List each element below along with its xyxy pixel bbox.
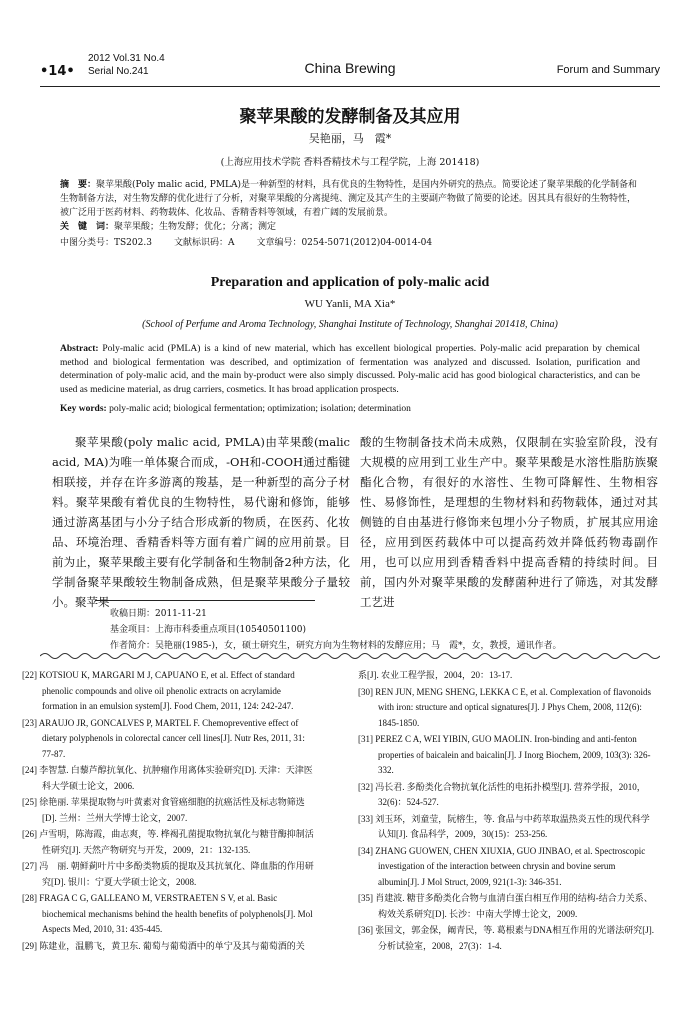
- keywords-en: [60, 404, 640, 414]
- reference-item: [28] FRAGA C G, GALLEANO M, VERSTRAETEN S V, et al. Basic biochemical mechanisms behind the health benefits of polyphenols[J]. Mol Aspects Med, 2010, 31: 435-445.: [22, 893, 313, 934]
- abstract-en-label: Abstract:: [60, 344, 99, 354]
- abstract-en-text: Poly-malic acid (PMLA) is a kind of new material, which has excellent biological properties. Poly-malic acid preparation by chemical method and biological fermentation was described, and optimization of fermentation was analyzed and discussed. Isolation, purification and determination of poly-malic acid, and the main by-product were also simply discussed. Poly-malic acid has good biological characteristics, and can be used as medicine material, as drug carriers, cosmetics. It has broad application prospects.: [60, 344, 640, 395]
- classification-line: [60, 236, 640, 250]
- affiliation-cn: (上海应用技术学院 香料香精技术与工程学院，上海 201418): [220, 157, 480, 168]
- reference-item: [26] 卢雪明，陈海霞，曲志爽，等. 桦褐孔菌提取物抗氧化与糖苷酶抑制活性研究[J]. 天然产物研究与开发，2009，21：132-135.: [22, 829, 314, 855]
- keywords-en-text: poly-malic acid; biological fermentation; optimization; isolation; determination: [109, 404, 411, 414]
- body-column-left: 聚苹果酸(poly malic acid, PMLA)由苹果酸(malic acid, MA)为唯一单体聚合而成，-OH和-COOH通过酯键相联接，并存在许多游离的羧基，是一种新型的高分子材料。聚苹果酸有着优良的生物特性，易代谢和修饰，能够通过游离基团与小分子结合形成新的物质，在医药、化妆品、环境治理、香精香料等方面有着广阔的应用前景。目前为止，聚苹果酸主要有化学制备和生物制备2种方法，化学制备聚苹果酸较生物制备成熟，但是聚苹果酸分子量较小。聚苹果: [52, 435, 350, 609]
- fund-project: 基金项目：上海市科委重点项目(10540501100): [110, 625, 307, 635]
- document-code: 文献标识码：A: [173, 238, 235, 248]
- wavy-separator: [40, 650, 660, 662]
- footnotes: [110, 606, 561, 654]
- reference-item: [25] 徐艳丽. 苹果提取物与叶黄素对食管癌细胞的抗癌活性及标志物筛选[D]. 兰州：兰州大学博士论文，2007.: [22, 797, 305, 823]
- references-right: [358, 668, 654, 955]
- article-number: 文章编号：0254-5071(2012)04-0014-04: [256, 238, 433, 248]
- reference-item: [30] REN JUN, MENG SHENG, LEKKA C E, et al. Complexation of flavonoids with iron: structure and optical signatures[J]. J Phys Chem, 2008, 112(6): 1845-1850.: [358, 686, 651, 728]
- author-info: 作者简介：吴艳丽(1985-)，女，硕士研究生，研究方向为生物材料的发酵应用；马 霞*，女，教授，通讯作者。: [110, 641, 562, 651]
- reference-item: [27] 冯 丽. 朝鲜蓟叶片中多酚类物质的提取及其抗氧化、降血脂的作用研究[D]. 银川：宁夏大学硕士论文，2008.: [22, 861, 314, 887]
- serial-line: Serial No.241: [88, 66, 149, 77]
- keywords-cn: [60, 220, 640, 234]
- received-date: 收稿日期：2011-11-21: [110, 609, 207, 619]
- keywords-cn-text: 聚苹果酸；生物发酵；优化；分离；测定: [114, 222, 277, 232]
- keywords-cn-label: 关 键 词：: [60, 222, 115, 232]
- reference-item: [22] KOTSIOU K, MARGARI M J, CAPUANO E, et al. Effect of standard phenolic compounds and olive oil phenolic extracts on acrylamide formation in an emulsion system[J]. Food Chem, 2011, 124: 242-247.: [22, 670, 295, 711]
- reference-item: [36] 张国文，郭金保，阚青民，等. 葛根素与DNA相互作用的光谱法研究[J]. 分析试验室，2008，27(3)：1-4.: [358, 925, 654, 951]
- keywords-en-label: Key words:: [60, 404, 107, 414]
- page-number: •14•: [40, 64, 75, 79]
- reference-item: [24] 李智慧. 白藜芦醇抗氧化、抗肿瘤作用离体实验研究[D]. 天津：天津医科大学硕士论文，2006.: [22, 765, 313, 791]
- abstract-cn-text: 聚苹果酸(Poly malic acid, PMLA)是一种新型的材料，具有优良的生物特性，是国内外研究的热点。简要论述了聚苹果酸的化学制备和生物制备方法，对生物发酵的优化进行了分析，对聚苹果酸的分离提纯、测定及其产生的主要副产物做了简要的论述。因其具有很好的生物特性，被广泛用于医药材料、药物载体、化妆品、香精香料等领域，有着广阔的发展前景。: [60, 180, 638, 218]
- affiliation-en: (School of Perfume and Aroma Technology, Shanghai Institute of Technology, Shanghai 201418, China): [142, 319, 558, 330]
- footnote-divider: [95, 600, 315, 601]
- journal-name: China Brewing: [304, 60, 396, 76]
- reference-item: [33] 刘玉环，刘童莹，阮榕生，等. 食品与中药萃取温热炎五性的现代科学认知[J]. 食品科学，2009，30(15)：253-256.: [358, 813, 650, 839]
- reference-item: [34] ZHANG GUOWEN, CHEN XIUXIA, GUO JINBAO, et al. Spectroscopic investigation of the interaction between chrysin and bovine serum albumin[J]. J Mol Struct, 2009, 921(1-3): 346-351.: [358, 845, 646, 887]
- section-name: Forum and Summary: [556, 64, 660, 76]
- volume-line: 2012 Vol.31 No.4: [88, 53, 165, 64]
- article-title-cn: 聚苹果酸的发酵制备及其应用: [239, 107, 461, 127]
- reference-item: [35] 肖建波. 糖苷多酚类化合物与血清白蛋白相互作用的结构-结合力关系、构效关系研究[D]. 长沙：中南大学博士论文，2009.: [358, 893, 653, 919]
- abstract-cn-label: 摘 要：: [60, 180, 97, 190]
- reference-item: 系[J]. 农业工程学报，2004，20：13-17.: [358, 670, 513, 680]
- references-left: [22, 668, 318, 955]
- reference-item: [29] 陈建业，温鹏飞，黄卫东. 葡萄与葡萄酒中的单宁及其与葡萄酒的关: [22, 940, 305, 951]
- reference-item: [32] 冯长君. 多酚类化合物抗氧化活性的电拓扑模型[J]. 营养学报，2010，32(6)：524-527.: [358, 781, 646, 807]
- body-column-right: 酸的生物制备技术尚未成熟，仅限制在实验室阶段，没有大规模的应用到工业生产中。聚苹果酸是水溶性脂肪族聚酯化合物，有很好的水溶性、生物可降解性、生物相容性、易修饰性，是理想的生物材料和药物载体，通过对其侧链的自由基进行修饰来包埋小分子物质，扩展其应用途径，应用到医药载体中可以提高药效并降低药物毒副作用，也可以应用到香精香料中提高香精的持续时间。目前，国内外对聚苹果酸的发酵菌种进行了筛选，对其发酵工艺进: [360, 435, 658, 609]
- clc-number: 中图分类号：TS202.3: [60, 238, 152, 248]
- reference-item: [31] PEREZ C A, WEI YIBIN, GUO MAOLIN. Iron-binding and anti-fenton properties of baicalein and baicalin[J]. J Inorg Biochem, 2009, 103(3): 326-332.: [358, 734, 651, 775]
- reference-item: [23] ARAUJO JR, GONCALVES P, MARTEL F. Chemopreventive effect of dietary polyphenols in colorectal cancer cell lines[J]. Nutr Res, 2011, 31: 77-87.: [22, 717, 305, 759]
- running-header: [40, 50, 660, 87]
- authors-en: WU Yanli, MA Xia*: [304, 298, 396, 310]
- authors-cn: 吴艳丽，马 霞*: [308, 132, 392, 145]
- abstract-cn: [60, 178, 640, 220]
- abstract-en: [60, 343, 640, 397]
- article-title-en: Preparation and application of poly-malic acid: [210, 275, 490, 290]
